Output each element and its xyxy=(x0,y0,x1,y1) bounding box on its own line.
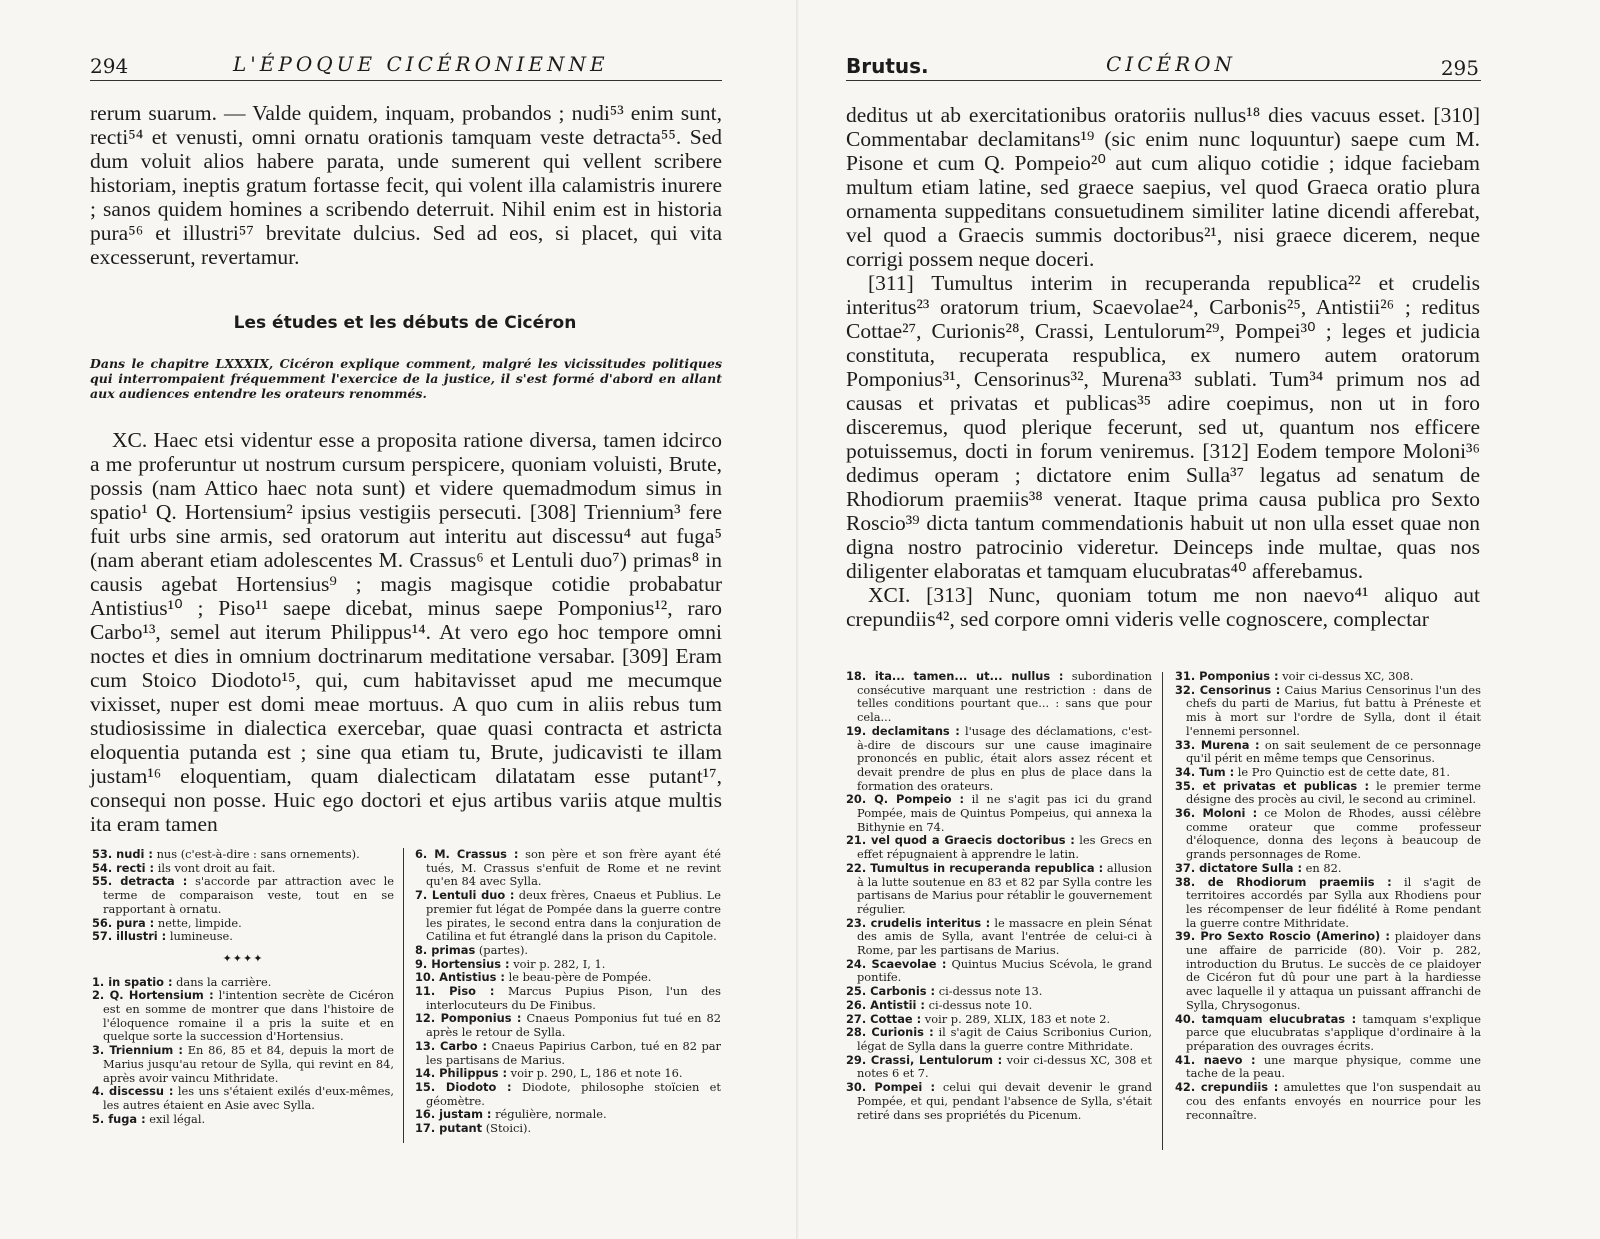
body-text-top xyxy=(90,101,722,269)
footnote xyxy=(846,834,1152,861)
footnote-text: voir ci-dessus XC, 308 et notes 6 et 7. xyxy=(857,1052,1152,1081)
footnote-text: voir p. 282, I, 1. xyxy=(509,956,606,971)
footnote xyxy=(92,976,394,990)
running-title-left: L'ÉPOQUE CICÉRONIENNE xyxy=(233,52,609,76)
footnotes-column-2 xyxy=(415,848,721,1136)
paragraph: XC. Haec etsi videntur esse a proposita ratione diversa, tamen idcirco a me proferuntur ut nostrum cursum perspicere, quoniam voluisti, Brute, possis (nam Attico haec nota sunt) et videre quemadmodum simus in spatio¹ Q. Hortensium² ipsius vestigiis persecuti. [308] Triennium³ fere fuit urbs sine armis, sed oratorum aut interitu aut discessu⁴ aut fuga⁵ (nam aberant etiam adolescentes M. Crassus⁶ et Lentuli duo⁷) primas⁸ in causis agebat Hortensius⁹ ; magis magisque cotidie probabatur Antistius¹⁰ ; Piso¹¹ saepe dicebat, minus saepe Pomponius¹², raro Carbo¹³, semel aut iterum Philippus¹⁴. At vero ego hoc tempore omni noctes et dies in omnium doctrinarum meditatione versabar. [309] Eram cum Stoico Diodoto¹⁵, qui, cum habitavisset apud me mecumque vixisset, nuper est domi meae mortuus. A quo cum in aliis rebus tum studiosissime in dialectica exercebar, quae quasi contracta et astricta eloquentia putanda est ; sine qua etiam tu, Brute, judicavisti te illam justam¹⁶ eloquentiam, quam dialecticam dilatatam esse putant¹⁷, consequi non posse. Huic ego doctori et ejus artibus variis atque multis ita eram tamen xyxy=(90,428,722,836)
footnote-text: voir p. 290, L, 186 et note 16. xyxy=(507,1066,683,1081)
footnote-key: 9. Hortensius : xyxy=(415,956,510,971)
footnotes-column-2 xyxy=(1175,670,1481,1122)
footnote-text: régulière, normale. xyxy=(491,1107,607,1122)
footnote-text: le Pro Quinctio est de cette date, 81. xyxy=(1234,764,1450,779)
footnote xyxy=(415,1122,721,1136)
footnote-text: le beau-père de Pompée. xyxy=(504,970,652,985)
footnote-text: amulettes que l'on suspendait au cou des enfants envoyés en nourrice pour les reconnaître. xyxy=(1186,1080,1481,1122)
footnote xyxy=(846,958,1152,985)
footnote xyxy=(1175,862,1481,876)
footnote-key: 39. Pro Sexto Roscio (Amerino) : xyxy=(1175,929,1390,944)
footnote xyxy=(846,1013,1152,1027)
footnote-key: 10. Antistius : xyxy=(415,970,505,985)
footnote-text: nette, limpide. xyxy=(154,915,242,930)
right-running-head xyxy=(846,52,1481,81)
footnote-text: deux frères, Cnaeus et Publius. Le premier fut légat de Pompée dans la guerre contre les pirates, le second entra dans la conjuration de Catilina et fut étranglé dans la prison du Capitole. xyxy=(426,888,722,944)
page-number-left: 294 xyxy=(90,54,129,78)
footnote-key: 27. Cottae : xyxy=(846,1011,922,1026)
footnote xyxy=(1175,684,1481,739)
footnote-key: 7. Lentuli duo : xyxy=(415,888,515,903)
footnote-key: 16. justam : xyxy=(415,1107,492,1122)
footnote-key: 14. Philippus : xyxy=(415,1066,508,1081)
footnote-key: 17. putant xyxy=(415,1121,483,1136)
footnote xyxy=(415,848,721,889)
paragraph: [311] Tumultus interim in recuperanda republica²² et crudelis interitus²³ oratorum trium, Scaevolae²⁴, Carbonis²⁵, Antistii²⁶ ; reditus Cottae²⁷, Curionis²⁸, Crassi, Lentulorum²⁹, Pompei³⁰ ; leges et judicia constituta, recuperata respublica, ex numero autem oratorum Pomponius³¹, Censorinus³², Murena³³ sublati. Tum³⁴ primum nos ad causas et privatas et publicas³⁵ adire coepimus, non ut in foro disceremus, quod plerique fecerunt, sed ut, quantum nos efficere potuissemus, docti in forum veniremus. [312] Eodem tempore Moloni³⁶ dedimus operam ; dictatore enim Sulla³⁷ legatus ad senatum de Rhodiorum praemiis³⁸ venerat. Itaque prima causa publica pro Sexto Roscio³⁹ dicta tantum commendationis habuit ut non ulla esset quae non digna nostro patrocinio videretur. Deinceps inde multae, quas nos diligenter elaboratas et tamquam elucubratas⁴⁰ afferebamus. xyxy=(846,271,1480,583)
footnote xyxy=(92,1044,394,1085)
footnote-key: 57. illustri : xyxy=(92,929,167,944)
footnote-text: Caius Marius Censorinus l'un des chefs du parti de Marius, fut battu à Préneste et mis à mort sur l'ordre de Sylla, dont il était l'ennemi personnel. xyxy=(1186,682,1481,738)
footnote-text: il s'agit de territoires accordés par Sylla aux Rhodiens pour les récompenser de leur fidélité à Rome pendant la guerre contre Mithridate. xyxy=(1186,874,1481,930)
footnote-key: 34. Tum : xyxy=(1175,764,1235,779)
footnote-key: 55. detracta : xyxy=(92,874,188,889)
footnote-key: 33. Murena : xyxy=(1175,737,1260,752)
footnote-key: 20. Q. Pompeio : xyxy=(846,792,965,807)
section-title: Les études et les débuts de Cicéron xyxy=(233,313,577,333)
footnote xyxy=(92,989,394,1044)
footnote xyxy=(92,1113,394,1127)
page-number-right: 295 xyxy=(1440,56,1479,80)
footnote-text: subordination consécutive marquant une restriction : dans de telles conditions pourtant que... : sans que pour cela... xyxy=(857,669,1152,725)
footnote-key: 38. de Rhodiorum praemiis : xyxy=(1175,874,1392,889)
footnote-key: 11. Piso : xyxy=(415,984,495,999)
footnote-key: 4. discessu : xyxy=(92,1084,174,1099)
footnote-text: on sait seulement de ce personnage qu'il périt en même temps que Censorinus. xyxy=(1186,737,1481,766)
footnote xyxy=(846,1026,1152,1053)
footnote xyxy=(415,958,721,972)
footnote xyxy=(92,875,394,916)
footnote xyxy=(415,985,721,1012)
footnote-text: (Stoici). xyxy=(482,1121,532,1136)
footnote-text: exil légal. xyxy=(145,1111,206,1126)
footnote-text: lumineuse. xyxy=(166,929,233,944)
body-text-right xyxy=(846,103,1480,631)
footnote xyxy=(846,670,1152,725)
footnote xyxy=(92,930,394,944)
footnote-key: 15. Diodoto : xyxy=(415,1079,512,1094)
footnote-text: l'usage des déclamations, c'est-à-dire de discours sur une cause imaginaire prononcés en public, était alors assez récent et devait prendre de plus en plus de place dans la formation des orateurs. xyxy=(857,723,1152,793)
footnote xyxy=(1175,766,1481,780)
footnote xyxy=(92,862,394,876)
footnote xyxy=(846,999,1152,1013)
footnote-key: 29. Crassi, Lentulorum : xyxy=(846,1052,1003,1067)
footnote xyxy=(415,971,721,985)
footnotes-column-1 xyxy=(846,670,1152,1122)
footnote-key: 28. Curionis : xyxy=(846,1025,934,1040)
footnote xyxy=(1175,670,1481,684)
right-page xyxy=(800,0,1600,1239)
footnote xyxy=(846,862,1152,917)
footnote-key: 8. primas xyxy=(415,942,476,957)
footnote-key: 12. Pomponius : xyxy=(415,1011,522,1026)
footnote-text: en 82. xyxy=(1302,860,1342,875)
footnote xyxy=(1175,807,1481,862)
footnote-key: 40. tamquam elucubratas : xyxy=(1175,1011,1357,1026)
footnote-key: 36. Moloni : xyxy=(1175,806,1258,821)
footnote-key: 53. nudi : xyxy=(92,847,153,861)
footnote-key: 5. fuga : xyxy=(92,1111,146,1126)
footnote xyxy=(846,1081,1152,1122)
footnote-key: 13. Carbo : xyxy=(415,1038,487,1053)
footnote-text: le premier terme désigne des procès au civil, le second au criminel. xyxy=(1186,778,1481,807)
footnote-key: 54. recti : xyxy=(92,860,155,875)
footnote-text: les uns s'étaient exilés d'eux-mêmes, les autres étaient en Asie avec Sylla. xyxy=(103,1084,394,1112)
footnote-text: l'intention secrète de Cicéron est en somme de montrer que dans l'histoire de l'éloquence romaine il a pris la suite et en quelque sorte la succession d'Hortensius. xyxy=(103,988,394,1044)
footnotes-column-1 xyxy=(92,848,394,1126)
footnote xyxy=(1175,876,1481,931)
footnote-key: 18. ita... tamen... ut... nullus : xyxy=(846,669,1064,683)
footnote-text: allusion à la lutte soutenue en 83 et 82 par Sylla contre les partisans de Marius pour rétablir le gouvernement régulier. xyxy=(857,860,1153,916)
footnote xyxy=(846,917,1152,958)
footnote xyxy=(92,1085,394,1112)
footnote xyxy=(846,985,1152,999)
footnote-key: 21. vel quod a Graecis doctoribus : xyxy=(846,833,1075,848)
footnote-text: dans la carrière. xyxy=(172,974,272,989)
footnote xyxy=(415,1067,721,1081)
footnote-text: (partes). xyxy=(475,942,529,957)
footnote-key: 6. M. Crassus : xyxy=(415,847,519,861)
footnote xyxy=(1175,930,1481,1012)
footnote-key: 1. in spatio : xyxy=(92,974,173,989)
footnote-key: 2. Q. Hortensium : xyxy=(92,988,214,1003)
column-divider xyxy=(403,848,404,1143)
footnote xyxy=(1175,1081,1481,1122)
running-left-brutus: Brutus. xyxy=(846,54,929,78)
footnote-text: son père et son frère ayant été tués, M. Crassus s'enfuit de Rome et ne revint qu'en 84 avec Sylla. xyxy=(426,847,722,889)
footnote-key: 41. naevo : xyxy=(1175,1052,1256,1067)
footnote-key: 56. pura : xyxy=(92,915,155,930)
footnote xyxy=(1175,739,1481,766)
paragraph: deditus ut ab exercitationibus oratoriis nullus¹⁸ dies vacuus esset. [310] Commentabar declamitans¹⁹ (sic enim nunc loquuntur) saepe cum M. Pisone et cum Q. Pompeio²⁰ aut cum aliquo cotidie ; idque faciebam multum etiam latine, sed graece saepius, vel quod Graeca oratio plura ornamenta suppeditans consuetudinem similiter latine dicendi afferebat, vel quod a Graecis summis doctoribus²¹, nisi graece dicerem, neque corrigi possem neque doceri. xyxy=(846,103,1480,271)
footnote-key: 30. Pompei : xyxy=(846,1080,936,1095)
footnote xyxy=(846,1054,1152,1081)
footnote-text: nus (c'est-à-dire : sans ornements). xyxy=(152,847,360,861)
footnote-key: 32. Censorinus : xyxy=(1175,682,1281,697)
footnote-text: une marque physique, comme une tache de la peau. xyxy=(1186,1052,1481,1081)
footnote xyxy=(415,944,721,958)
body-text-main xyxy=(90,428,722,836)
footnote-text: le massacre en plein Sénat des amis de Sylla, avant l'entrée de celui-ci à Rome, par les partisans de Marius. xyxy=(857,915,1152,958)
footnote-text: ci-dessus note 13. xyxy=(935,984,1043,999)
footnote xyxy=(846,793,1152,834)
footnote-key: 37. dictatore Sulla : xyxy=(1175,860,1302,875)
footnote-text: Cnaeus Pomponius fut tué en 82 après le retour de Sylla. xyxy=(426,1011,721,1040)
chapter-intro: Dans le chapitre LXXXIX, Cicéron explique comment, malgré les vicissitudes politiques qui interrompaient fréquemment l'exercice de la justice, il s'est formé d'abord en allant aux audiences entendre les orateurs renommés. xyxy=(90,356,722,401)
paragraph: XCI. [313] Nunc, quoniam totum me non naevo⁴¹ aliquo aut crepundiis⁴², sed corpore omni videris velle cognoscere, complectar xyxy=(846,583,1480,631)
footnote-key: 42. crepundiis : xyxy=(1175,1080,1279,1095)
footnote-text: Cnaeus Papirius Carbon, tué en 82 par les partisans de Marius. xyxy=(426,1038,721,1067)
footnote-text: les Grecs en effet répugnaient à apprendre le latin. xyxy=(857,833,1152,862)
footnote-key: 25. Carbonis : xyxy=(846,984,936,999)
footnote xyxy=(415,1108,721,1122)
footnote xyxy=(846,725,1152,794)
footnote-text: Diodote, philosophe stoïcien et géomètre. xyxy=(426,1079,721,1108)
footnote xyxy=(415,1012,721,1039)
footnote-text: voir p. 289, XLIX, 183 et note 2. xyxy=(921,1011,1111,1026)
footnote xyxy=(415,1081,721,1108)
paragraph: rerum suarum. — Valde quidem, inquam, probandos ; nudi⁵³ enim sunt, recti⁵⁴ et venusti, omni ornatu orationis tamquam veste detracta⁵⁵. Sed dum voluit alios habere parata, unde sumerent qui vellent scribere historiam, ineptis gratum fortasse fecit, qui volent illa calamistris inurere ; sanos quidem homines a scribendo deterruit. Nihil enim est in historia pura⁵⁶ et illustri⁵⁷ brevitate dulcius. Sed ad eos, si placet, qui vita excesserunt, revertamur. xyxy=(90,101,722,269)
footnote-text: ci-dessus note 10. xyxy=(924,997,1033,1012)
footnote-key: 22. Tumultus in recuperanda republica : xyxy=(846,860,1104,875)
footnote-text: Quintus Mucius Scévola, le grand pontife. xyxy=(857,956,1152,985)
column-divider xyxy=(1162,672,1163,1150)
footnote-text: plaidoyer dans une affaire de parricide (80). Voir p. 282, introduction du Brutus. Le succès de ce plaidoyer de Cicéron fut dû pour une part à la hardiesse avec laquelle il y attaqua un puissant affranchi de Sylla, Chrysogonus. xyxy=(1186,929,1481,1012)
footnote-text: ce Molon de Rhodes, aussi célèbre comme orateur que comme professeur d'éloquence, donna des leçons à beaucoup de grands personnages de Rome. xyxy=(1186,806,1481,862)
footnote-text: celui qui devait devenir le grand Pompée, et qui, pendant l'absence de Sylla, s'était retiré dans ses propriétés du Picenum. xyxy=(857,1080,1153,1122)
footnote-key: 3. Triennium : xyxy=(92,1043,183,1058)
footnote-key: 23. crudelis interitus : xyxy=(846,915,991,930)
footnote xyxy=(415,889,721,944)
footnote-key: 31. Pomponius : xyxy=(1175,669,1279,683)
footnote-text: s'accorde par attraction avec le terme de comparaison veste, tout en se rapportant à ornatu. xyxy=(103,874,394,916)
footnote-key: 24. Scaevolae : xyxy=(846,956,947,971)
footnote-text: tamquam s'explique parce que elucubratas s'applique d'ordinaire à la préparation des ouvrages écrits. xyxy=(1186,1011,1482,1053)
footnote xyxy=(1175,1013,1481,1054)
footnote-text: ils vont droit au fait. xyxy=(154,860,276,875)
ornament-stars: ✦✦✦✦ xyxy=(222,951,264,965)
footnote-text: il ne s'agit pas ici du grand Pompée, mais de Quintus Pompeius, qui annexa la Bithynie en 74. xyxy=(857,792,1152,834)
running-title-right: CICÉRON xyxy=(1106,52,1237,76)
footnote-text: En 86, 85 et 84, depuis la mort de Marius jusqu'au retour de Sylla, qui revint en 84, après avoir vaincu Mithridate. xyxy=(103,1043,394,1085)
footnote xyxy=(1175,1054,1481,1081)
footnote-text: Marcus Pupius Pison, l'un des interlocuteurs du De Finibus. xyxy=(426,984,721,1012)
footnote xyxy=(415,1040,721,1067)
footnote-key: 19. declamitans : xyxy=(846,723,960,738)
left-running-head xyxy=(90,52,722,81)
footnote xyxy=(1175,780,1481,807)
footnote-key: 26. Antistii : xyxy=(846,997,925,1012)
footnote xyxy=(92,848,394,862)
footnote xyxy=(92,917,394,931)
footnote-key: 35. et privatas et publicas : xyxy=(1175,778,1370,793)
footnote-text: voir ci-dessus XC, 308. xyxy=(1278,669,1414,683)
footnote-text: il s'agit de Caius Scribonius Curion, légat de Sylla dans la guerre contre Mithridate. xyxy=(857,1025,1152,1053)
